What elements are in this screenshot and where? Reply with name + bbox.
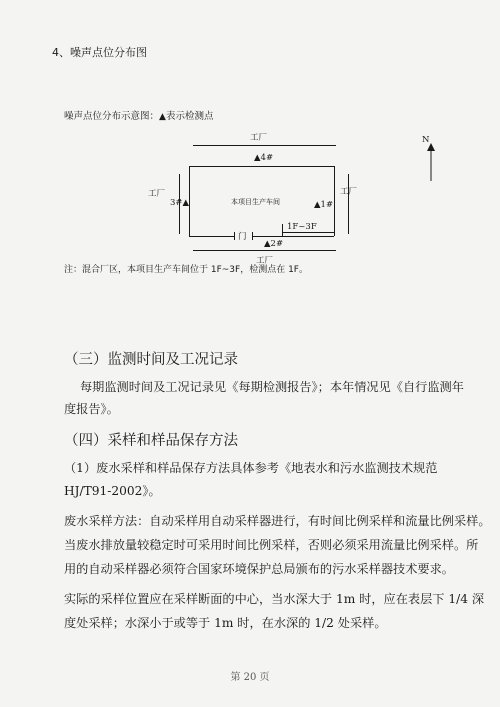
section-4b-line-3: 废水采样方法：自动采样用自动采样器进行，有时间比例采样和流量比例采样。 <box>64 514 491 528</box>
section-4-title: 4、噪声点位分布图 <box>52 46 147 59</box>
floor-box-side <box>282 224 283 236</box>
building-left-edge <box>189 166 190 236</box>
section-4b-line-1: （1）废水采样和样品保存方法具体参考《地表水和污水监测技术规范 <box>64 461 438 475</box>
right-boundary-line <box>348 174 349 234</box>
diagram-caption <box>64 108 213 122</box>
caption-prefix: 噪声点位分布示意图： <box>64 111 160 122</box>
gate-label: 门 <box>238 232 247 242</box>
gate-post-left <box>234 232 235 240</box>
caption-suffix: 表示检测点 <box>165 111 214 122</box>
north-label: N <box>422 135 430 145</box>
section-4b-line-6: 实际的采样位置应在采样断面的中心，当水深大于 1m 时，应在表层下 1/4 深 <box>64 592 485 606</box>
section-3-para-line-2: 度报告》。 <box>64 402 119 416</box>
bottom-boundary-line <box>193 250 336 251</box>
factory-left-label: 工厂 <box>148 189 166 199</box>
section-4b-line-2: HJ/T91-2002》。 <box>64 484 161 498</box>
point-3-marker: 3#▲ <box>170 198 190 208</box>
building-right-edge <box>334 166 335 236</box>
caption-marker: ▲ <box>159 112 166 122</box>
building-bottom-edge-left <box>189 236 234 237</box>
floor-box-top <box>282 232 334 233</box>
section-3-para-line-1: 每期监测时间及工况记录见《每期检测报告》；本年情况见《自行监测年 <box>80 380 464 394</box>
factory-right-label: 工厂 <box>340 187 358 197</box>
floor-range-label: 1F~3F <box>287 222 317 232</box>
top-boundary-line <box>193 145 336 146</box>
section-4b-line-7: 度处采样；水深小于或等于 1m 时，在水深的 1/2 处采样。 <box>64 616 387 630</box>
point-1-marker: ▲1# <box>314 200 334 210</box>
section-4b-heading: （四）采样和样品保存方法 <box>64 433 238 449</box>
section-3-heading: （三）监测时间及工况记录 <box>64 352 238 368</box>
factory-top-label: 工厂 <box>250 133 268 143</box>
gate-post-right <box>252 232 253 240</box>
point-4-marker: ▲4# <box>254 153 274 163</box>
page-number: 第 20 页 <box>230 672 270 683</box>
north-arrow-icon <box>426 143 436 183</box>
section-4b-line-4: 当废水排放量较稳定时可采用时间比例采样，否则必须采用流量比例采样。所 <box>64 538 479 552</box>
building-bottom-edge-right <box>252 236 334 237</box>
building-top-edge <box>189 166 334 167</box>
section-4b-line-5: 用的自动采样器必须符合国家环境保护总局颁布的污水采样器技术要求。 <box>64 562 454 576</box>
factory-bottom-label: 工厂 <box>256 256 274 266</box>
diagram-note: 注：混合厂区，本项目生产车间位于 1F~3F，检测点在 1F。 <box>64 265 308 275</box>
point-2-marker: ▲2# <box>264 239 284 249</box>
building-label: 本项目生产车间 <box>231 198 280 206</box>
